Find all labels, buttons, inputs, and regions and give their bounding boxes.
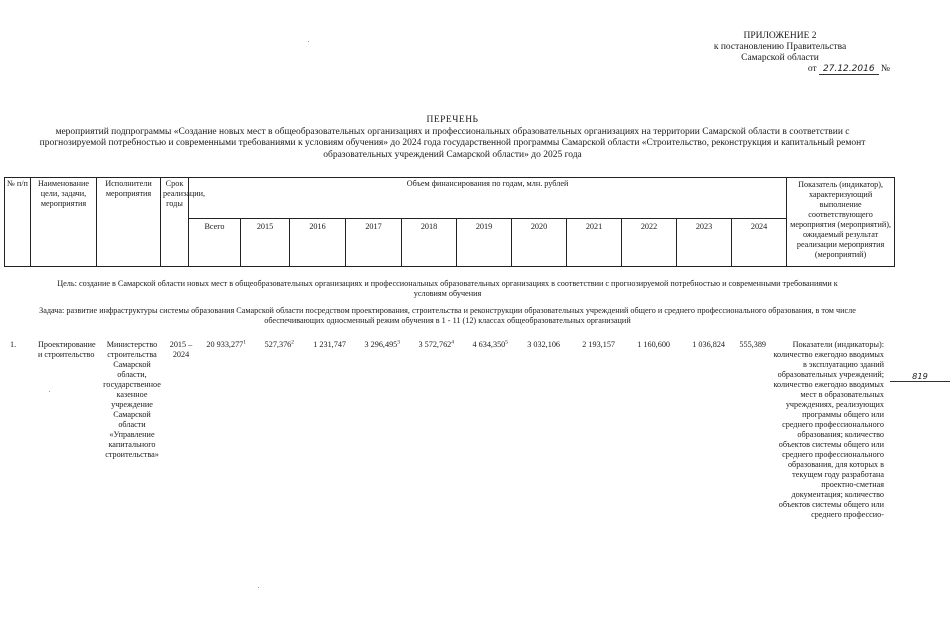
header-year: 2022: [622, 219, 677, 267]
task-text-content: Задача: развитие инфраструктуры системы образования Самарской области посредством проектирования, строительства и реконструкции образовательных учреждений общего и среднего профессионального образования, в том числе обеспечивающих односменный режим обучения в 1 - 11 (12) классах общеобразовательных организаций: [39, 306, 856, 325]
footnote-mark: 3: [397, 339, 400, 346]
header-year: 2019: [457, 219, 512, 267]
footnote-mark: 5: [505, 339, 508, 346]
row1-value-2018: [404, 340, 454, 350]
value-text: 1 036,824: [692, 340, 725, 349]
value-text: 527,376: [264, 340, 292, 349]
appendix-line2: к постановлению Правительства: [713, 42, 847, 52]
row1-indicator: Показатели (индикаторы): количество ежегодно вводимых в эксплуатацию зданий образовательных учреждений; количество ежегодно вводимых мест в образовательных учреждениях, реализующих программы общего или среднего профессионального образования; количество объектов системы общего или среднего профессионального образования, для которых в текущем году разработана проектно-сметная документация; количество объектов системы общего или среднего профессио-: [773, 340, 884, 519]
header-year: 2023: [677, 219, 732, 267]
row1-value-2020: [512, 340, 560, 350]
value-text: 1 231,747: [313, 340, 346, 349]
row1-name: Проектирование и строительство: [38, 340, 96, 359]
header-year: 2015: [241, 219, 290, 267]
measures-table: [4, 177, 895, 267]
header-year: 2016: [290, 219, 346, 267]
task-text: [4, 306, 891, 326]
title-heading: ПЕРЕЧЕНЬ: [426, 115, 479, 125]
row1-value-2016: [296, 340, 346, 350]
value-text: 2 193,157: [582, 340, 615, 349]
row1-value-2024: [718, 340, 766, 350]
value-text: 1 160,600: [637, 340, 670, 349]
from-label: от: [807, 64, 817, 74]
header-year: 2020: [512, 219, 567, 267]
number-sign: №: [880, 64, 890, 74]
header-indicator: Показатель (индикатор), характеризующий выполнение соответствующего мероприятия (мероприятий), ожидаемый результат реализации мероприятия (мероприятий): [787, 178, 895, 267]
header-year: 2018: [402, 219, 457, 267]
value-text: 3 572,762: [418, 340, 452, 349]
appendix-line3: Самарской области: [741, 53, 819, 63]
row1-number: 1.: [10, 340, 17, 349]
handwritten-date: 27.12.2016: [819, 64, 879, 75]
appendix-line1: ПРИЛОЖЕНИЕ 2: [743, 31, 817, 41]
scan-speck: [258, 587, 259, 588]
header-funding: Объем финансирования по годам, млн. рублей: [189, 178, 787, 219]
row1-value-2017: [350, 340, 400, 350]
row1-term: 2015 – 2024: [169, 340, 193, 359]
header-year: 2021: [567, 219, 622, 267]
document-title: [0, 115, 905, 161]
value-text: 4 634,350: [472, 340, 506, 349]
row1-value-total: [196, 340, 246, 350]
handwritten-number: 819: [890, 371, 950, 382]
header-name: Наименование цели, задачи, мероприятия: [31, 178, 97, 267]
header-year: 2024: [732, 219, 787, 267]
value-text: 555,389: [739, 340, 766, 349]
value-text: 3 032,106: [527, 340, 560, 349]
title-text: мероприятий подпрограммы «Создание новых мест в общеобразовательных организациях и профессиональных образовательных организациях на территории Самарской области в соответствии с прогнозируемой потребностью и современными требованиями к условиям обучения» до 2024 года государственной программы Самарской области «Строительство, реконструкция и капитальный ремонт образовательных учреждений Самарской области» до 2025 года: [39, 126, 866, 160]
row1-value-2021: [567, 340, 615, 350]
row1-value-2019: [458, 340, 508, 350]
footnote-mark: 4: [451, 339, 454, 346]
header-executors: Исполнители мероприятия: [97, 178, 161, 267]
goal-text-content: Цель: создание в Самарской области новых мест в общеобразовательных организациях и профессиональных образовательных организациях в соответствии с прогнозируемой потребностью и современными требованиями к условиям обучения: [57, 279, 838, 298]
scan-speck: [49, 391, 50, 392]
footnote-mark: 2: [291, 339, 294, 346]
header-term: Срок реализации, годы: [161, 178, 189, 267]
row1-value-2015: [250, 340, 294, 350]
header-no: № п/п: [5, 178, 31, 267]
row1-executors: Министерство строительства Самарской области, государственное казенное учреждение Самарской области «Управление капитального строительства»: [103, 340, 161, 459]
header-year: 2017: [346, 219, 402, 267]
scan-speck: [308, 41, 309, 42]
goal-text: [4, 279, 891, 299]
value-text: 3 296,495: [364, 340, 398, 349]
row1-value-2022: [622, 340, 670, 350]
header-total: Всего: [189, 219, 241, 267]
footnote-mark: 1: [243, 339, 246, 346]
value-text: 20 933,277: [206, 340, 244, 349]
